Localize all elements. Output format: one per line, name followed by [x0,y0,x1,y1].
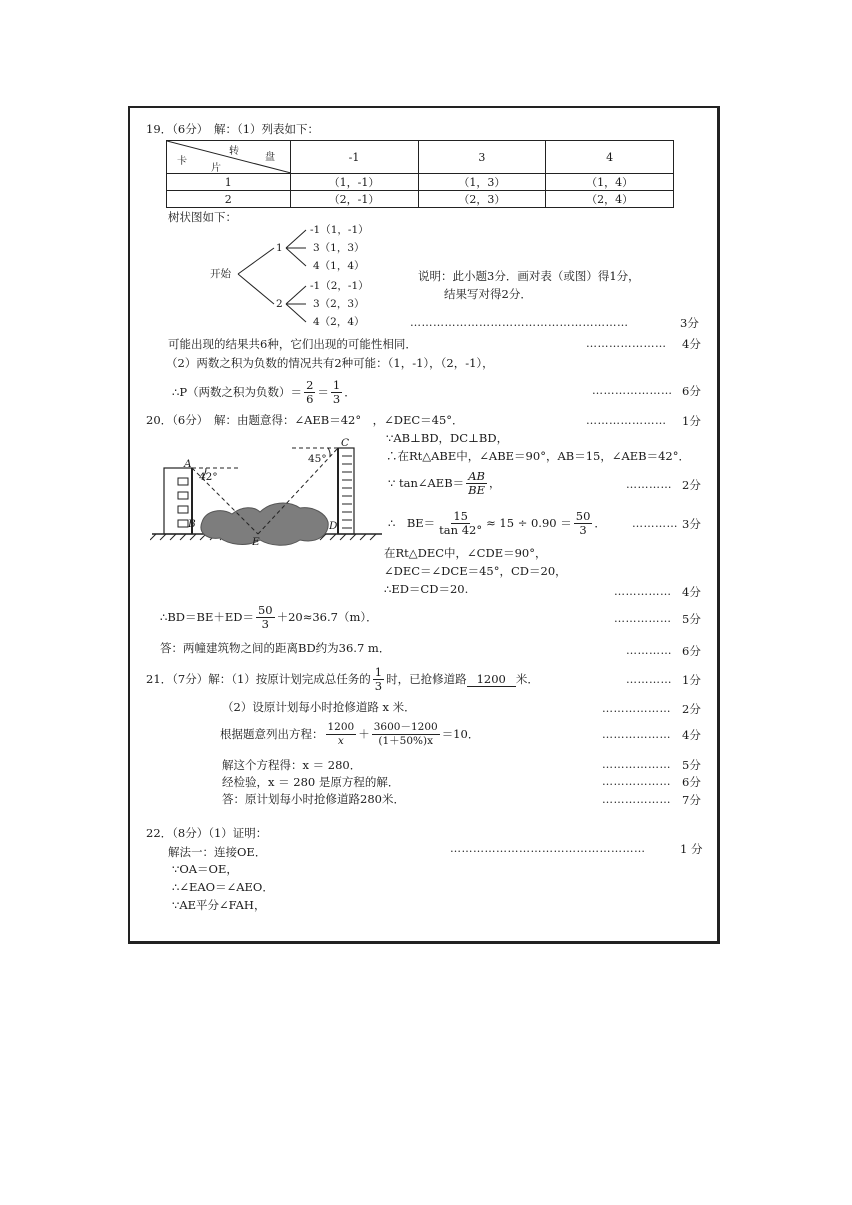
score-leader: ………… [626,478,672,491]
q21-header-prefix: 21．（7分）解：（1）按原计划完成总任务的 [146,672,371,686]
fig-label-E: E [252,536,260,548]
table-cell: （1，4） [546,174,674,191]
corner-plate: 盘 [265,152,275,163]
table-row-header: 2 [167,191,291,208]
fig-label-D: D [329,520,338,532]
frac-den: BE [468,482,486,497]
frac-den: 3 [374,678,383,693]
corner-piece: 片 [211,163,221,174]
tree-branch-1: 1 [276,242,283,254]
score-label: 6分 [682,775,701,789]
score-label: 5分 [682,758,701,772]
q22-line1: ∵OA＝OE， [172,862,238,876]
eq-end: ＝10． [441,727,480,741]
table-corner-cell [167,141,291,174]
be-mid: ≈ 15 ÷ 0.90 ＝ [486,516,572,530]
score-label: 1分 [682,673,701,687]
fig-angle-45: 45° [308,453,327,465]
corner-turn: 转 [229,146,239,157]
q20-perp: ∵AB⊥BD，DC⊥BD， [386,431,509,445]
table-cell: （2，-1） [290,191,418,208]
prob-fraction-1 [304,379,315,406]
frac-num: 2 [306,377,314,392]
table-col-header: 3 [418,141,546,174]
bd-fraction [256,604,275,631]
score-label: 4分 [682,337,701,351]
tree-leaf: -1（2，-1） [310,280,369,292]
q19-outcome-table [166,140,674,208]
frac-den: x [337,734,344,747]
q21-equation [220,716,479,752]
q20-tan [388,466,501,500]
table-cell: （1，-1） [290,174,418,191]
q22-line3: ∵AE平分∠FAH， [172,898,266,912]
be-fraction-2 [574,510,593,537]
score-label: 2分 [682,478,701,492]
q21-solve: 解这个方程得：x ＝ 280． [222,758,362,772]
frac-num: 15 [453,508,468,523]
tan-fraction [466,470,487,497]
score-leader: ………… [626,673,672,686]
q20-be [388,504,606,542]
q19-part2: （2）两数之积为负数的情况共有2种可能：（1，-1），（2，-1）， [166,356,494,370]
frac-num: AB [468,468,485,483]
q21-header [146,662,539,696]
score-leader: ………… [626,644,672,657]
q21-header-end: 米． [515,672,539,686]
score-leader: ………………… [586,414,667,427]
q20-header: 20．（6分） 解：由题意得：∠AEB＝42° ，∠DEC＝45°． [146,413,464,427]
score-label: 3分 [680,316,699,330]
bd-end: ＋20≈36.7（m）． [276,610,378,624]
q20-ed: ∴ED＝CD＝20. [384,582,469,596]
q20-buildings-figure [150,436,382,548]
q21-blank: 1200 [467,672,516,687]
score-label: 7分 [682,793,701,807]
score-leader: …………………………………………… [450,842,646,855]
q20-angles: ∠DEC＝∠DCE＝45°，CD＝20， [384,564,567,578]
q20-bd [160,600,378,634]
tree-intro: 树状图如下： [168,210,237,224]
q20-answer: 答：两幢建筑物之间的距离BD约为36.7 m． [160,641,391,655]
score-label: 6分 [682,384,701,398]
table-cell: （2，4） [546,191,674,208]
tree-leaf: 3（1，3） [313,242,365,254]
score-leader: …………… [614,612,672,625]
be-prefix: ∴ BE＝ [388,516,436,530]
score-label: 4分 [682,585,701,599]
frac-num: 1200 [327,720,355,733]
score-leader: ………………… [586,337,667,350]
frac-den: tan 42° [439,522,483,537]
score-leader: ………………………………………………… [410,316,629,329]
score-leader: ……………… [602,775,671,788]
q19-header: 19．（6分） 解：（1）列表如下： [146,122,320,136]
table-col-header: 4 [546,141,674,174]
q21-header-mid: 时，已抢修道路 [386,672,467,686]
fig-label-B: B [188,518,196,530]
eq-plus: ＋ [358,727,370,741]
fig-label-A: A [184,458,192,470]
score-leader: ……………… [602,758,671,771]
q19-outcomes: 可能出现的结果共6种，它们出现的可能性相同． [168,337,417,351]
score-label: 1 分 [680,842,703,856]
score-leader: ……………… [602,793,671,806]
q20-rt1: ∴在Rt△ABE中，∠ABE＝90°，AB＝15，∠AEB＝42°． [386,449,691,463]
tree-start: 开始 [210,268,231,280]
be-end: ． [594,516,606,530]
table-cell: （2，3） [418,191,546,208]
q19-note-line2: 结果写对得2分． [444,287,532,301]
frac-den: 3 [261,616,269,631]
frac-den: 3 [332,391,341,406]
score-leader: ………… [632,517,678,530]
score-label: 1分 [682,414,701,428]
score-label: 6分 [682,644,701,658]
score-leader: …………… [614,585,672,598]
score-label: 3分 [682,517,701,531]
q21-fraction [373,666,384,693]
be-fraction [437,510,484,537]
table-cell: （1，3） [418,174,546,191]
tree-branch-2: 2 [276,298,283,310]
frac-num: 3600－1200 [373,720,438,733]
tan-prefix: ∵ tan∠AEB＝ [388,476,465,490]
q19-probability [172,376,356,408]
tan-end: ， [489,476,501,490]
score-leader: ……………… [602,702,671,715]
q22-method1: 解法一：连接OE． [168,845,267,859]
frac-den: 6 [306,391,314,406]
tree-leaf: 3（2，3） [313,298,365,310]
eq-prefix: 根据题意列出方程： [220,727,324,741]
tree-leaf: -1（1，-1） [310,224,369,236]
tree-leaf: 4（1，4） [313,260,365,272]
score-label: 2分 [682,702,701,716]
bd-prefix: ∴BD＝BE＋ED＝ [160,610,254,624]
eq-fraction-2 [372,721,440,748]
q19-note-line1: 说明：此小题3分．画对表（或图）得1分， [418,269,640,283]
table-col-header: -1 [290,141,418,174]
table-row-header: 1 [167,174,291,191]
q21-check: 经检验，x ＝ 280 是原方程的解． [222,775,400,789]
prob-eq: ＝ [317,385,329,399]
frac-num: 1 [332,377,341,392]
frac-num: 50 [575,508,591,523]
score-leader: ……………… [602,728,671,741]
q21-set: （2）设原计划每小时抢修道路 x 米． [222,700,416,714]
frac-num: 1 [374,664,383,679]
fig-angle-42: 42° [199,471,218,483]
frac-den: 3 [579,522,587,537]
tree-leaf: 4（2，4） [313,316,365,328]
corner-card: 卡 [177,156,187,167]
score-leader: ………………… [592,384,673,397]
q22-header: 22．（8分）（1）证明： [146,826,268,840]
prob-end: ． [344,385,356,399]
fig-label-C: C [341,437,350,449]
q21-answer: 答：原计划每小时抢修道路280米． [222,792,405,806]
score-label: 5分 [682,612,701,626]
score-label: 4分 [682,728,701,742]
prob-fraction-2 [331,379,342,406]
q22-line2: ∴∠EAO＝∠AEO． [172,880,274,894]
frac-den: (1＋50%)x [378,734,434,747]
q20-rt2: 在Rt△DEC中，∠CDE＝90°， [384,546,547,560]
eq-fraction-1 [326,721,357,748]
prob-prefix: ∴P（两数之积为负数）＝ [172,385,303,399]
frac-num: 50 [257,602,273,617]
